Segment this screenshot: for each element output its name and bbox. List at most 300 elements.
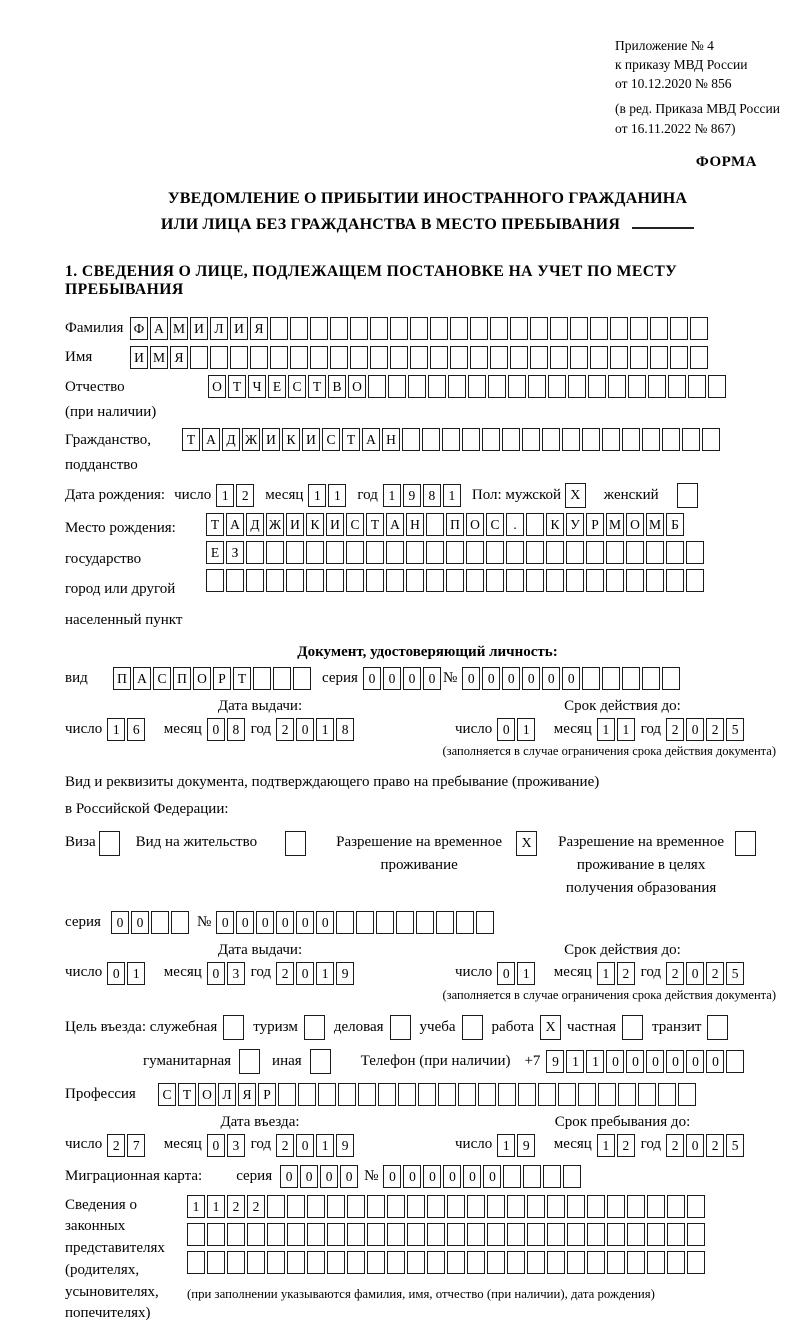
residence-validity-month-cells xyxy=(597,962,637,985)
char-cell xyxy=(438,1083,456,1106)
char-cell xyxy=(408,375,426,398)
char-cell: Т xyxy=(366,513,384,536)
char-cell: 0 xyxy=(320,1165,338,1188)
residence-validity-date: число 0 1 месяц 1 2 год 2 0 2 5 xyxy=(455,962,790,985)
char-cell: 1 xyxy=(207,1195,225,1218)
char-cell: Р xyxy=(586,513,604,536)
char-cell xyxy=(586,541,604,564)
purpose-private-checkbox xyxy=(622,1015,643,1040)
char-cell xyxy=(250,346,268,369)
form-title xyxy=(65,187,790,237)
char-cell xyxy=(330,317,348,340)
char-cell xyxy=(366,541,384,564)
purpose-other-label: иная xyxy=(272,1052,302,1069)
purpose-official-label: служебная xyxy=(149,1018,218,1035)
char-cell xyxy=(187,1223,205,1246)
char-cell: 0 xyxy=(626,1050,644,1073)
char-cell: 2 xyxy=(617,1134,635,1157)
residence-issue-date: число 0 1 месяц 0 3 год 2 0 1 9 xyxy=(65,962,455,985)
char-cell xyxy=(207,1251,225,1274)
birthplace-cells-row2 xyxy=(206,541,706,564)
char-cell xyxy=(358,1083,376,1106)
birthdate-label: Дата рождения: xyxy=(65,486,166,503)
char-cell xyxy=(678,1083,696,1106)
residence-date-headings xyxy=(65,942,790,959)
char-cell xyxy=(427,1251,445,1274)
char-cell xyxy=(642,428,660,451)
char-cell: 0 xyxy=(403,1165,421,1188)
char-cell: 0 xyxy=(497,962,515,985)
char-cell: 0 xyxy=(606,1050,624,1073)
char-cell xyxy=(266,541,284,564)
purpose-transit-label: транзит xyxy=(652,1018,702,1035)
char-cell xyxy=(462,428,480,451)
char-cell: К xyxy=(282,428,300,451)
char-cell xyxy=(518,1083,536,1106)
char-cell xyxy=(622,428,640,451)
char-cell xyxy=(410,317,428,340)
entry-year-cells xyxy=(276,1134,356,1157)
char-cell xyxy=(416,911,434,934)
char-cell xyxy=(310,317,328,340)
stay-day-cells xyxy=(497,1134,537,1157)
char-cell xyxy=(386,569,404,592)
doc-number-label: № xyxy=(442,669,458,686)
char-cell xyxy=(588,375,606,398)
residence-validity-heading: Срок действия до: xyxy=(564,941,681,958)
option-temp-residence-education: Разрешение на временное проживание в целях получения образования xyxy=(555,831,756,901)
char-cell: 1 xyxy=(517,718,535,741)
char-cell xyxy=(642,667,660,690)
char-cell xyxy=(662,667,680,690)
char-cell: 1 xyxy=(308,484,326,507)
char-cell xyxy=(446,569,464,592)
char-cell: 1 xyxy=(617,718,635,741)
blank-underline xyxy=(632,211,694,229)
char-cell: 2 xyxy=(706,1134,724,1157)
char-cell: 0 xyxy=(686,1134,704,1157)
char-cell xyxy=(503,1165,521,1188)
char-cell xyxy=(227,1251,245,1274)
representatives-cells-block xyxy=(187,1195,790,1302)
char-cell xyxy=(266,569,284,592)
amendment-line: от 16.11.2022 № 867) xyxy=(615,120,736,136)
purpose-row1 xyxy=(65,1015,790,1040)
identity-doc-heading: Документ, удостоверяющий личность: xyxy=(297,643,558,660)
appendix-block xyxy=(615,36,790,93)
char-cell xyxy=(287,1223,305,1246)
residence-validity-note: (заполняется в случае ограничения срока действия документа) xyxy=(442,987,776,1002)
surname-label: Фамилия xyxy=(65,319,124,336)
char-cell xyxy=(498,1083,516,1106)
char-cell: Я xyxy=(250,317,268,340)
char-cell xyxy=(602,667,620,690)
char-cell: 0 xyxy=(280,1165,298,1188)
appendix-line: Приложение № 4 xyxy=(615,38,714,53)
form-title-line1: УВЕДОМЛЕНИЕ О ПРИБЫТИИ ИНОСТРАННОГО ГРАЖДАНИНА xyxy=(167,189,688,207)
purpose-private-label: частная xyxy=(567,1018,617,1035)
char-cell: 2 xyxy=(276,718,294,741)
char-cell xyxy=(607,1251,625,1274)
profession-cells xyxy=(158,1083,698,1106)
char-cell: 2 xyxy=(666,718,684,741)
surname-row xyxy=(65,317,790,340)
char-cell: 1 xyxy=(127,962,145,985)
char-cell xyxy=(566,541,584,564)
appendix-line: к приказу МВД России xyxy=(615,57,748,73)
char-cell xyxy=(467,1251,485,1274)
char-cell xyxy=(587,1195,605,1218)
char-cell: О xyxy=(626,513,644,536)
issue-date-heading: Дата выдачи: xyxy=(217,697,303,714)
char-cell: 1 xyxy=(443,484,461,507)
char-cell xyxy=(187,1251,205,1274)
male-checkbox: X xyxy=(565,483,586,508)
char-cell xyxy=(330,346,348,369)
char-cell xyxy=(458,1083,476,1106)
char-cell: А xyxy=(362,428,380,451)
char-cell xyxy=(306,541,324,564)
char-cell: 0 xyxy=(423,667,441,690)
char-cell xyxy=(507,1195,525,1218)
char-cell xyxy=(487,1195,505,1218)
char-cell xyxy=(538,1083,556,1106)
char-cell xyxy=(690,317,708,340)
patronymic-cells xyxy=(208,375,728,398)
char-cell: 0 xyxy=(463,1165,481,1188)
char-cell: 0 xyxy=(340,1165,358,1188)
char-cell xyxy=(487,1251,505,1274)
char-cell xyxy=(628,375,646,398)
char-cell xyxy=(527,1251,545,1274)
purpose-humanitarian-label: гуманитарная xyxy=(143,1052,232,1069)
birthplace-row xyxy=(65,513,790,636)
char-cell: 0 xyxy=(423,1165,441,1188)
char-cell xyxy=(606,569,624,592)
char-cell xyxy=(607,1195,625,1218)
representatives-cells-row3 xyxy=(187,1251,707,1274)
char-cell xyxy=(267,1195,285,1218)
char-cell: И xyxy=(326,513,344,536)
char-cell: 2 xyxy=(247,1195,265,1218)
representatives-label: Сведения о законных представителях (родителях, усыновителях, попечителях) xyxy=(65,1196,165,1322)
purpose-study-label: учеба xyxy=(419,1018,456,1035)
residence-series-label: серия xyxy=(65,913,101,930)
char-cell xyxy=(390,317,408,340)
char-cell xyxy=(447,1223,465,1246)
patronymic-label: Отчество (при наличии) xyxy=(65,378,157,421)
char-cell xyxy=(230,346,248,369)
char-cell xyxy=(253,667,271,690)
birth-month-cells xyxy=(308,484,348,507)
residence-doc-intro: Вид и реквизиты документа, подтверждающего право на пребывание (проживание) в Российской Федерации: xyxy=(65,773,600,817)
char-cell xyxy=(478,1083,496,1106)
char-cell xyxy=(447,1195,465,1218)
char-cell xyxy=(507,1251,525,1274)
doc-type-label: вид xyxy=(65,669,88,686)
char-cell xyxy=(326,569,344,592)
birthplace-cells-row3 xyxy=(206,569,706,592)
char-cell xyxy=(486,569,504,592)
char-cell xyxy=(570,317,588,340)
char-cell xyxy=(470,317,488,340)
char-cell xyxy=(670,346,688,369)
migration-number-label: № xyxy=(364,1167,379,1184)
char-cell: 9 xyxy=(336,1134,354,1157)
char-cell: 0 xyxy=(482,667,500,690)
char-cell xyxy=(426,513,444,536)
char-cell: 2 xyxy=(706,718,724,741)
validity-year-cells xyxy=(666,718,746,741)
validity-day-cells xyxy=(497,718,537,741)
option-residence-permit: Вид на жительство xyxy=(136,831,306,856)
char-cell xyxy=(690,346,708,369)
char-cell xyxy=(726,1050,744,1073)
profession-row xyxy=(65,1083,790,1106)
migration-series-cells xyxy=(280,1165,360,1188)
char-cell: 0 xyxy=(256,911,274,934)
birthplace-label: Место рождения: государство город или другой населенный пункт xyxy=(65,519,183,629)
char-cell xyxy=(527,1223,545,1246)
migration-number-cells xyxy=(383,1165,583,1188)
representatives-row xyxy=(65,1195,790,1325)
char-cell: 7 xyxy=(127,1134,145,1157)
stay-year-cells xyxy=(666,1134,746,1157)
purpose-study-checkbox xyxy=(462,1015,483,1040)
char-cell: 0 xyxy=(686,1050,704,1073)
temp-residence-education-checkbox xyxy=(735,831,756,856)
char-cell xyxy=(446,541,464,564)
char-cell: О xyxy=(193,667,211,690)
citizenship-row xyxy=(65,428,790,479)
char-cell xyxy=(387,1223,405,1246)
char-cell xyxy=(638,1083,656,1106)
identity-validity-date: число 0 1 месяц 1 1 год 2 0 2 5 xyxy=(455,718,790,741)
char-cell: А xyxy=(226,513,244,536)
char-cell xyxy=(327,1195,345,1218)
char-cell: 0 xyxy=(131,911,149,934)
char-cell: 1 xyxy=(383,484,401,507)
char-cell xyxy=(686,569,704,592)
char-cell xyxy=(522,428,540,451)
appendix-line: от 10.12.2020 № 856 xyxy=(615,76,732,92)
char-cell xyxy=(526,569,544,592)
char-cell: Ф xyxy=(130,317,148,340)
stay-until-heading: Срок пребывания до: xyxy=(554,1113,691,1130)
char-cell xyxy=(388,375,406,398)
section1-heading: 1. СВЕДЕНИЯ О ЛИЦЕ, ПОДЛЕЖАЩЕМ ПОСТАНОВКЕ НА УЧЕТ ПО МЕСТУ ПРЕБЫВАНИЯ xyxy=(65,262,678,298)
char-cell: Т xyxy=(233,667,251,690)
char-cell: 1 xyxy=(597,1134,615,1157)
doc-series-cells xyxy=(363,667,443,690)
char-cell xyxy=(506,541,524,564)
char-cell xyxy=(647,1223,665,1246)
residence-number-label: № xyxy=(196,913,212,930)
char-cell xyxy=(566,569,584,592)
char-cell: Р xyxy=(258,1083,276,1106)
char-cell xyxy=(298,1083,316,1106)
char-cell: 6 xyxy=(127,718,145,741)
char-cell: 2 xyxy=(706,962,724,985)
char-cell: М xyxy=(606,513,624,536)
char-cell xyxy=(347,1195,365,1218)
char-cell xyxy=(310,346,328,369)
char-cell xyxy=(582,428,600,451)
char-cell xyxy=(307,1195,325,1218)
char-cell xyxy=(346,541,364,564)
validity-month-cells xyxy=(597,718,637,741)
amendment-line: (в ред. Приказа МВД России xyxy=(615,101,780,117)
char-cell xyxy=(436,911,454,934)
char-cell xyxy=(226,569,244,592)
char-cell: 1 xyxy=(316,962,334,985)
char-cell xyxy=(526,541,544,564)
char-cell: 0 xyxy=(296,962,314,985)
char-cell xyxy=(647,1251,665,1274)
entry-date: число 2 7 месяц 0 3 год 2 0 1 9 xyxy=(65,1134,455,1157)
month-label: месяц xyxy=(265,486,304,503)
identity-dates-row xyxy=(65,718,790,741)
char-cell: О xyxy=(348,375,366,398)
char-cell: 1 xyxy=(497,1134,515,1157)
residence-series-row xyxy=(65,911,790,934)
residence-issue-month-cells xyxy=(207,962,247,985)
char-cell: 2 xyxy=(666,962,684,985)
purpose-humanitarian-checkbox xyxy=(239,1049,260,1074)
male-label: мужской xyxy=(505,486,562,503)
char-cell: 0 xyxy=(686,718,704,741)
char-cell: И xyxy=(286,513,304,536)
day-label: число xyxy=(174,486,212,503)
char-cell: 0 xyxy=(207,1134,225,1157)
char-cell xyxy=(590,317,608,340)
residence-permit-checkbox xyxy=(285,831,306,856)
char-cell: Т xyxy=(342,428,360,451)
purpose-other-checkbox xyxy=(310,1049,331,1074)
representatives-note: (при заполнении указываются фамилия, имя, отчество (при наличии), дата рождения) xyxy=(187,1286,655,1301)
char-cell xyxy=(630,346,648,369)
char-cell xyxy=(567,1223,585,1246)
char-cell xyxy=(527,1195,545,1218)
char-cell xyxy=(630,317,648,340)
gender-label: Пол: xyxy=(471,486,502,503)
char-cell xyxy=(510,317,528,340)
char-cell xyxy=(688,375,706,398)
char-cell xyxy=(207,1223,225,1246)
char-cell: 0 xyxy=(111,911,129,934)
char-cell: П xyxy=(173,667,191,690)
char-cell: 8 xyxy=(227,718,245,741)
phone-prefix: +7 xyxy=(524,1052,541,1069)
char-cell xyxy=(466,569,484,592)
char-cell: Н xyxy=(382,428,400,451)
name-row xyxy=(65,346,790,369)
birthplace-cells-row1 xyxy=(206,513,686,536)
char-cell: 2 xyxy=(227,1195,245,1218)
char-cell: 2 xyxy=(276,1134,294,1157)
char-cell xyxy=(350,346,368,369)
identity-validity-note: (заполняется в случае ограничения срока действия документа) xyxy=(442,743,776,758)
representatives-cells-row1 xyxy=(187,1195,707,1218)
char-cell xyxy=(547,1223,565,1246)
char-cell: 5 xyxy=(726,718,744,741)
phone-cells xyxy=(546,1050,746,1073)
char-cell xyxy=(407,1223,425,1246)
option-temp-residence: Разрешение на временное проживание X xyxy=(330,831,537,878)
char-cell xyxy=(427,1195,445,1218)
char-cell: 9 xyxy=(517,1134,535,1157)
char-cell xyxy=(548,375,566,398)
char-cell xyxy=(370,317,388,340)
char-cell: 0 xyxy=(296,718,314,741)
char-cell xyxy=(267,1223,285,1246)
migration-series-label: серия xyxy=(236,1167,273,1184)
char-cell xyxy=(587,1223,605,1246)
char-cell xyxy=(626,541,644,564)
residence-doc-options xyxy=(65,831,790,901)
char-cell xyxy=(507,1223,525,1246)
char-cell xyxy=(407,1251,425,1274)
entry-date-headings xyxy=(65,1114,790,1131)
char-cell xyxy=(347,1223,365,1246)
char-cell: 0 xyxy=(502,667,520,690)
char-cell xyxy=(273,667,291,690)
char-cell xyxy=(502,428,520,451)
char-cell xyxy=(307,1223,325,1246)
char-cell: С xyxy=(346,513,364,536)
char-cell xyxy=(490,317,508,340)
char-cell xyxy=(508,375,526,398)
char-cell xyxy=(346,569,364,592)
char-cell: 0 xyxy=(522,667,540,690)
char-cell: С xyxy=(158,1083,176,1106)
char-cell xyxy=(427,1223,445,1246)
char-cell xyxy=(542,428,560,451)
option-visa: Виза xyxy=(65,831,120,856)
citizenship-label: Гражданство, подданство xyxy=(65,431,152,474)
char-cell: 1 xyxy=(187,1195,205,1218)
char-cell xyxy=(547,1251,565,1274)
char-cell: 8 xyxy=(336,718,354,741)
char-cell: Д xyxy=(246,513,264,536)
birthdate-row xyxy=(65,483,790,508)
doc-type-cells xyxy=(113,667,313,690)
char-cell: М xyxy=(646,513,664,536)
char-cell xyxy=(510,346,528,369)
char-cell xyxy=(287,1251,305,1274)
doc-number-cells xyxy=(462,667,682,690)
char-cell: 0 xyxy=(497,718,515,741)
surname-cells xyxy=(130,317,710,340)
char-cell xyxy=(650,317,668,340)
issue-month-cells xyxy=(207,718,247,741)
migration-card-row xyxy=(65,1165,790,1188)
char-cell: 1 xyxy=(316,718,334,741)
char-cell: И xyxy=(130,346,148,369)
purpose-work-label: работа xyxy=(491,1018,535,1035)
char-cell xyxy=(650,346,668,369)
purpose-tourism-checkbox xyxy=(304,1015,325,1040)
char-cell: К xyxy=(546,513,564,536)
char-cell: 0 xyxy=(300,1165,318,1188)
char-cell: 9 xyxy=(336,962,354,985)
char-cell xyxy=(666,569,684,592)
amendment-block xyxy=(615,99,790,137)
char-cell xyxy=(306,569,324,592)
char-cell xyxy=(290,346,308,369)
char-cell xyxy=(667,1195,685,1218)
char-cell xyxy=(488,375,506,398)
